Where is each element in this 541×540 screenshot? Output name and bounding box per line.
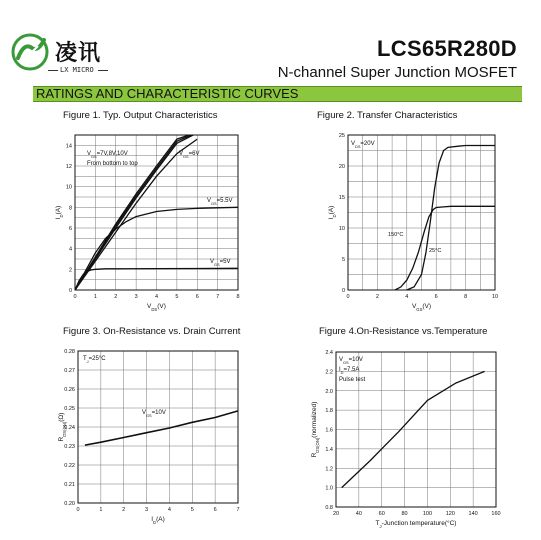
y-tick-label: 0.21 [64, 482, 75, 488]
x-axis-label: $T_J$-Junction temperature(°C) [375, 520, 457, 529]
y-tick-label: 0.28 [64, 349, 75, 355]
plot-frame [78, 351, 238, 503]
chart-2-group [348, 135, 495, 290]
series-line-6 [75, 268, 238, 290]
series-line-1 [85, 411, 238, 445]
x-tick-label: 4 [167, 507, 171, 513]
x-tick-label: 5 [175, 294, 179, 300]
brand-divider [48, 70, 58, 71]
x-tick-label: 100 [422, 511, 433, 517]
x-tick-label: 40 [355, 511, 362, 517]
y-tick-label: 2.0 [325, 388, 333, 395]
x-axis-label: $V_{GS}(V)$ [411, 303, 432, 312]
annotation-vgs: $V_{GS}=10V$ [339, 357, 363, 365]
series-line-1 [342, 371, 485, 487]
y-tick-label: 0.26 [64, 387, 75, 393]
x-tick-label: 4 [154, 294, 159, 300]
annotation-tj: $T_J=25^\circ C$ [83, 356, 106, 364]
y-tick-label: 0.24 [64, 425, 75, 431]
x-tick-label: 0 [73, 294, 77, 300]
series-line-4 [75, 139, 200, 290]
y-tick-label: 0.22 [64, 463, 75, 469]
x-tick-label: 7 [236, 507, 240, 513]
x-tick-label: 2 [114, 294, 118, 300]
x-tick-label: 6 [195, 294, 199, 300]
annotation-order: From bottom to top [87, 161, 138, 167]
x-tick-label: 140 [468, 511, 478, 517]
plot-frame [336, 352, 496, 507]
x-tick-label: 3 [145, 507, 149, 513]
y-tick-label: 0 [341, 288, 345, 294]
annotation-pulse: Pulse test [339, 377, 366, 383]
y-tick-label: 1.2 [325, 466, 333, 473]
y-tick-label: 1.8 [325, 408, 333, 415]
x-tick-label: 10 [491, 294, 499, 300]
annotation-vgs-5p5v: $V_{GS}=5.5V$ [207, 198, 233, 206]
y-tick-label: 1.0 [325, 485, 333, 492]
series-line-1 [395, 206, 495, 290]
y-tick-label: 1.6 [325, 427, 333, 434]
figure-2-title: Figure 2. Transfer Characteristics [317, 110, 458, 121]
company-logo [10, 32, 160, 82]
annotation-vgs-high: $V_{GS}=7V,8V,10V$ [87, 151, 128, 159]
y-tick-label: 0.20 [64, 501, 75, 507]
y-tick-label: 20 [338, 164, 345, 170]
x-tick-label: 60 [378, 511, 385, 517]
plot-frame [348, 135, 495, 290]
y-tick-label: 4 [68, 246, 72, 253]
y-tick-label: 0.23 [64, 444, 75, 450]
y-axis-label: $R_{DS(ON)}(normalized)$ [311, 401, 320, 458]
y-tick-label: 25 [338, 133, 345, 139]
chart-3-group [78, 351, 238, 503]
y-tick-label: 12 [65, 164, 72, 170]
annotation-vgs-6v: $V_{GS}=6V$ [179, 151, 200, 159]
x-axis-label: $I_D(A)$ [151, 516, 165, 525]
annotation-vds: $V_{DS}=20V$ [351, 141, 375, 149]
y-tick-label: 0.8 [325, 505, 333, 511]
x-tick-label: 8 [464, 294, 468, 300]
y-tick-label: 6 [68, 226, 72, 232]
y-tick-label: 15 [338, 195, 345, 201]
x-tick-label: 1 [93, 294, 97, 300]
y-tick-label: 10 [338, 226, 345, 232]
annotation-id: $I_D=7.5A$ [339, 367, 360, 375]
chart-1-group [75, 135, 238, 290]
section-title: RATINGS AND CHARACTERISTIC CURVES [36, 86, 299, 101]
y-tick-label: 5 [341, 257, 345, 263]
x-tick-label: 0 [346, 294, 350, 300]
y-axis-label: $I_D(A)$ [55, 205, 64, 220]
y-tick-label: 8 [68, 205, 72, 212]
x-tick-label: 2 [375, 294, 379, 300]
y-tick-label: 0.25 [64, 406, 75, 412]
x-tick-label: 6 [213, 507, 217, 513]
x-tick-label: 8 [236, 294, 240, 300]
part-number: LCS65R280D [377, 36, 517, 61]
plot-frame [75, 135, 238, 290]
figure-4-title: Figure 4.On-Resistance vs.Temperature [319, 326, 488, 337]
annotation-vgs-5v: $V_{GS}=5V$ [210, 259, 231, 267]
series-line-5 [75, 207, 238, 290]
y-axis-label: $R_{DS(ON)}(\Omega)$ [58, 412, 67, 442]
brand-name-cn: 凌讯 [55, 40, 102, 66]
section-banner [33, 86, 522, 102]
annotation-25c: 25°C [429, 248, 442, 254]
brand-name-en: LX MICRO [60, 66, 94, 74]
figure-1-title: Figure 1. Typ. Output Characteristics [63, 110, 218, 121]
series-line-2 [75, 135, 191, 290]
x-tick-label: 1 [99, 507, 103, 513]
x-tick-label: 4 [405, 294, 409, 300]
y-tick-label: 2.4 [325, 350, 333, 356]
y-tick-label: 0 [68, 288, 72, 294]
brand-divider [98, 70, 108, 71]
annotation-150c: 150°C [388, 232, 404, 238]
series-line-1 [75, 135, 189, 290]
y-tick-label: 1.4 [325, 446, 333, 453]
series-line-3 [75, 135, 193, 290]
x-tick-label: 20 [332, 511, 340, 517]
x-tick-label: 160 [491, 511, 501, 517]
x-tick-label: 0 [76, 507, 80, 513]
y-tick-label: 2.2 [325, 369, 333, 376]
x-tick-label: 7 [216, 294, 220, 300]
device-subtitle: N-channel Super Junction MOSFET [277, 64, 517, 81]
x-tick-label: 6 [434, 294, 438, 300]
figure-3-title: Figure 3. On-Resistance vs. Drain Current [63, 326, 241, 337]
x-tick-label: 5 [190, 507, 194, 513]
series-line-2 [407, 146, 495, 291]
x-tick-label: 80 [401, 511, 408, 517]
y-tick-label: 0.27 [64, 368, 75, 374]
x-tick-label: 2 [122, 507, 126, 513]
y-tick-label: 2 [68, 267, 72, 274]
x-tick-label: 3 [134, 294, 138, 300]
y-tick-label: 10 [65, 184, 72, 191]
y-axis-label: $I_D(A)$ [328, 205, 337, 220]
x-axis-label: $V_{DS}(V)$ [147, 303, 166, 312]
x-tick-label: 120 [445, 511, 455, 517]
chart-4-group [336, 352, 496, 507]
lx-logo-icon [10, 32, 52, 72]
annotation-vgs: $V_{GS}=10V$ [142, 410, 166, 418]
y-tick-label: 14 [65, 143, 72, 150]
